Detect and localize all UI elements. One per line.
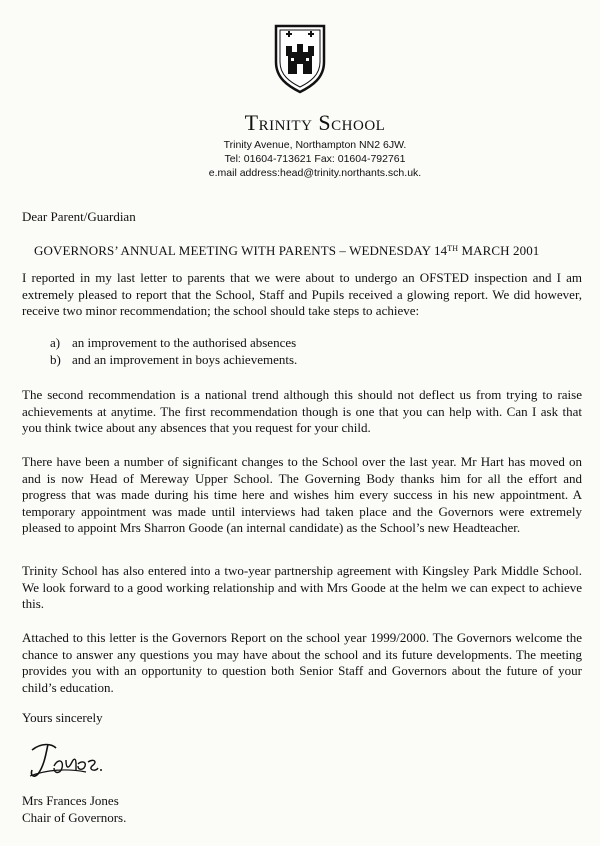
signer-block [22, 792, 582, 826]
paragraph-partnership: Trinity School has also entered into a two-year partnership agreement with Kingsley Park Middle School. We look forward to a good working relationship and with Mrs Goode at the helm we can expect to achieve this. [22, 563, 582, 611]
list-item-text: an improvement to the authorised absences [72, 335, 297, 350]
school-name: Trinity School [244, 110, 386, 135]
signer-title: Chair of Governors. [22, 810, 127, 825]
recommendation-list [50, 335, 570, 368]
salutation: Dear Parent/Guardian [22, 209, 136, 224]
list-marker: a) [50, 335, 61, 350]
paragraph-ofsted: I reported in my last letter to parents that we were about to undergo an OFSTED inspection and I am extremely pleased to report that the School, Staff and Pupils received a glowing report. We did however, receive two minor recommendation; the school should take steps to achieve: [22, 270, 582, 318]
paragraph-recommendation: The second recommendation is a national trend although this should not deflect us from trying to raise achievements at anytime. The first recommendation though is one that you can help with. Can I ask that you think twice about any absences that you request for your child. [22, 387, 582, 435]
letter-heading [34, 243, 594, 260]
school-crest-icon [272, 22, 328, 94]
handwritten-signature [26, 736, 116, 782]
signer-name: Mrs Frances Jones [22, 793, 119, 808]
school-address: Trinity Avenue, Northampton NN2 6JW. [223, 139, 407, 151]
school-email: e.mail address:head@trinity.northants.sch.uk. [208, 167, 422, 179]
list-item [50, 352, 570, 369]
heading-superscript: TH [447, 244, 459, 253]
list-item-text: and an improvement in boys achievements. [72, 351, 298, 367]
list-marker: b) [50, 351, 61, 367]
heading-main: GOVERNORS’ ANNUAL MEETING WITH PARENTS – WEDNESDAY 14 [34, 243, 448, 258]
letterhead-address-block [0, 138, 600, 180]
heading-end: MARCH 2001 [458, 243, 540, 258]
list-item [50, 335, 570, 352]
school-phone-fax: Tel: 01604-713621 Fax: 01604-792761 [224, 153, 406, 165]
paragraph-changes: There have been a number of significant changes to the School over the last year. Mr Hart has moved on and is now Head of Mereway Upper School. The Governing Body thanks him for all the effort and progress that was made during his time here and wishes him every success in his new appointment. A temporary appointment was made until interviews had taken place and the Governors were extremely pleased to appoint Mrs Sharron Goode (an internal candidate) as the School’s new Headteacher. [22, 454, 582, 535]
closing: Yours sincerely [22, 710, 103, 725]
paragraph-governors-report: Attached to this letter is the Governors Report on the school year 1999/2000. The Governors welcome the chance to answer any questions you may have about the school and its future developments. The meeting provides you with an opportunity to question both Senior Staff and Governors about the future of your child’s education. [22, 630, 582, 695]
